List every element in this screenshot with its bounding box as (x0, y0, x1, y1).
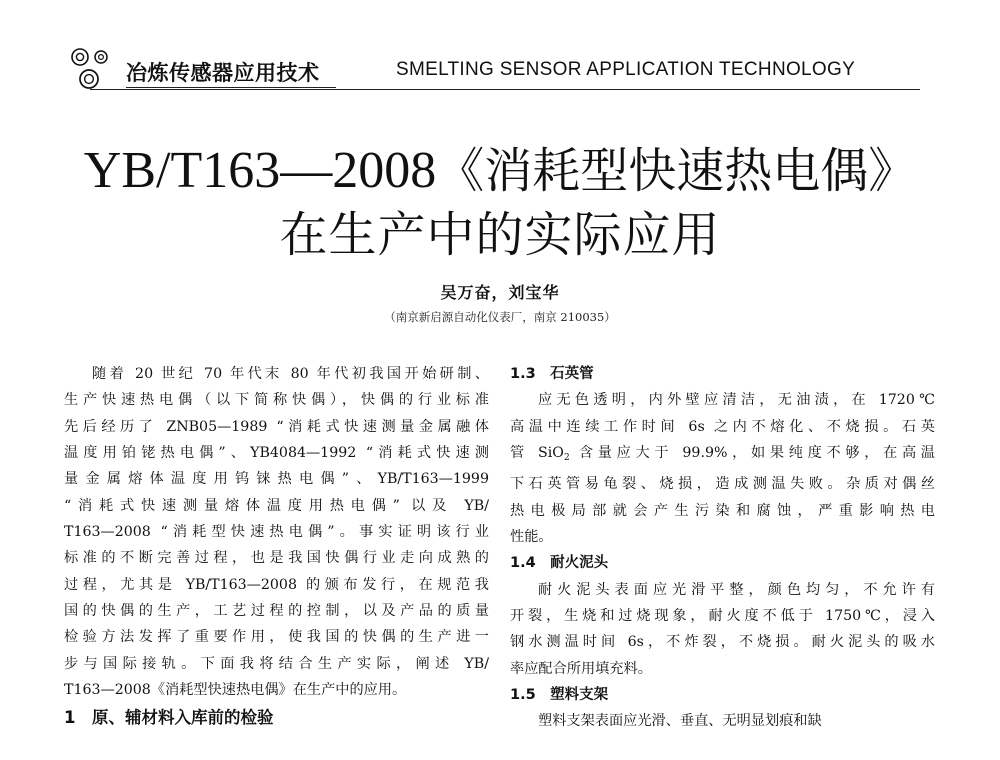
article-title-line1 (60, 143, 940, 199)
paragraph-line: 性能。 (510, 529, 553, 546)
intro-line: 温度用铂铑热电偶”、YB4084—1992 “消耗式快速测 (64, 445, 489, 462)
intro-line: “消耗式快速测量熔体温度用热电偶” 以及 YB/ (64, 497, 489, 514)
section-1-5-paragraph (510, 708, 935, 734)
affiliation: （南京新启源自动化仪表厂，南京 210035） (384, 310, 616, 324)
journal-name-underline (126, 87, 336, 88)
intro-line: 先后经历了 ZNB05—1989 “消耗式快速测量金属融体 (64, 418, 489, 435)
paragraph-line: 应无色透明，内外壁应清洁，无油渍，在 1720℃ (538, 392, 935, 409)
standard-code: YB/T163—2008 (83, 142, 437, 199)
paragraph-line: 高温中连续工作时间 6s 之内不熔化、不烧损。石英 (510, 418, 935, 435)
left-column (64, 361, 489, 732)
intro-line: 随着 20 世纪 70 年代末 80 年代初我国开始研制、 (92, 366, 489, 382)
subscript-2: 2 (563, 453, 570, 464)
intro-line: 生产快速热电偶（以下简称快偶），快偶的行业标准 (64, 392, 489, 409)
paragraph-line: 热电极局部就会产生污染和腐蚀，严重影响热电 (510, 502, 935, 519)
paragraph-line: 率应配合所用填充料。 (510, 660, 652, 677)
section-1-4-paragraph (510, 577, 935, 682)
intro-paragraph (64, 361, 489, 703)
paragraph-line: 下石英管易龟裂、烧损，造成测温失败。杂质对偶丝 (510, 476, 935, 493)
section-1-heading: 1 原、辅材料入库前的检验 (64, 708, 274, 728)
article-title-line2: 在生产中的实际应用 (279, 207, 721, 263)
intro-line: T163—2008 “消耗型快速热电偶”。事实证明该行业 (64, 524, 489, 541)
section-1-5-heading: 1.5 塑料支架 (510, 687, 609, 704)
intro-line: 过程，尤其是 YB/T163—2008 的颁布发行，在规范我 (64, 576, 489, 593)
intro-line: 检验方法发挥了重要作用，使我国的快偶的生产进一 (64, 629, 489, 646)
section-1-3-paragraph (510, 387, 935, 550)
section-1-3-heading: 1.3 石英管 (510, 366, 594, 382)
intro-line: 标准的不断完善过程，也是我国快偶行业走向成熟的 (64, 550, 489, 567)
intro-line: 步与国际接轨。下面我将结合生产实际，阐述 YB/ (64, 655, 489, 672)
intro-line: T163—2008《消耗型快速热电偶》在生产中的应用。 (64, 682, 407, 699)
section-1-4-heading: 1.4 耐火泥头 (510, 555, 609, 572)
paragraph-line: 钢水测温时间 6s，不炸裂，不烧损。耐火泥头的吸水 (510, 634, 935, 651)
paragraph-line-sio2: 管 SiO$_2$ 含量应大于 99.9%，如果纯度不够，在高温 (510, 445, 935, 464)
journal-name-english: SMELTING SENSOR APPLICATION TECHNOLOGY (396, 59, 856, 80)
title-line1-rest: 《消耗型快速热电偶》 (436, 143, 917, 199)
journal-logo-icon (68, 46, 128, 102)
journal-name-chinese: 冶炼传感器应用技术 (126, 61, 320, 85)
paragraph-line: 塑料支架表面应光滑、垂直、无明显划痕和缺 (538, 713, 822, 730)
right-column (510, 361, 935, 735)
paragraph-line: 开裂，生烧和过烧现象，耐火度不低于 1750℃，浸入 (510, 608, 935, 625)
header-rule (90, 89, 920, 90)
paragraph-line: 耐火泥头表面应光滑平整，颜色均匀，不允许有 (538, 581, 935, 598)
intro-line: 国的快偶的生产，工艺过程的控制，以及产品的质量 (64, 603, 489, 620)
intro-line: 量金属熔体温度用钨铼热电偶”、YB/T163—1999 (64, 471, 489, 488)
authors: 吴万奋，刘宝华 (440, 283, 560, 302)
